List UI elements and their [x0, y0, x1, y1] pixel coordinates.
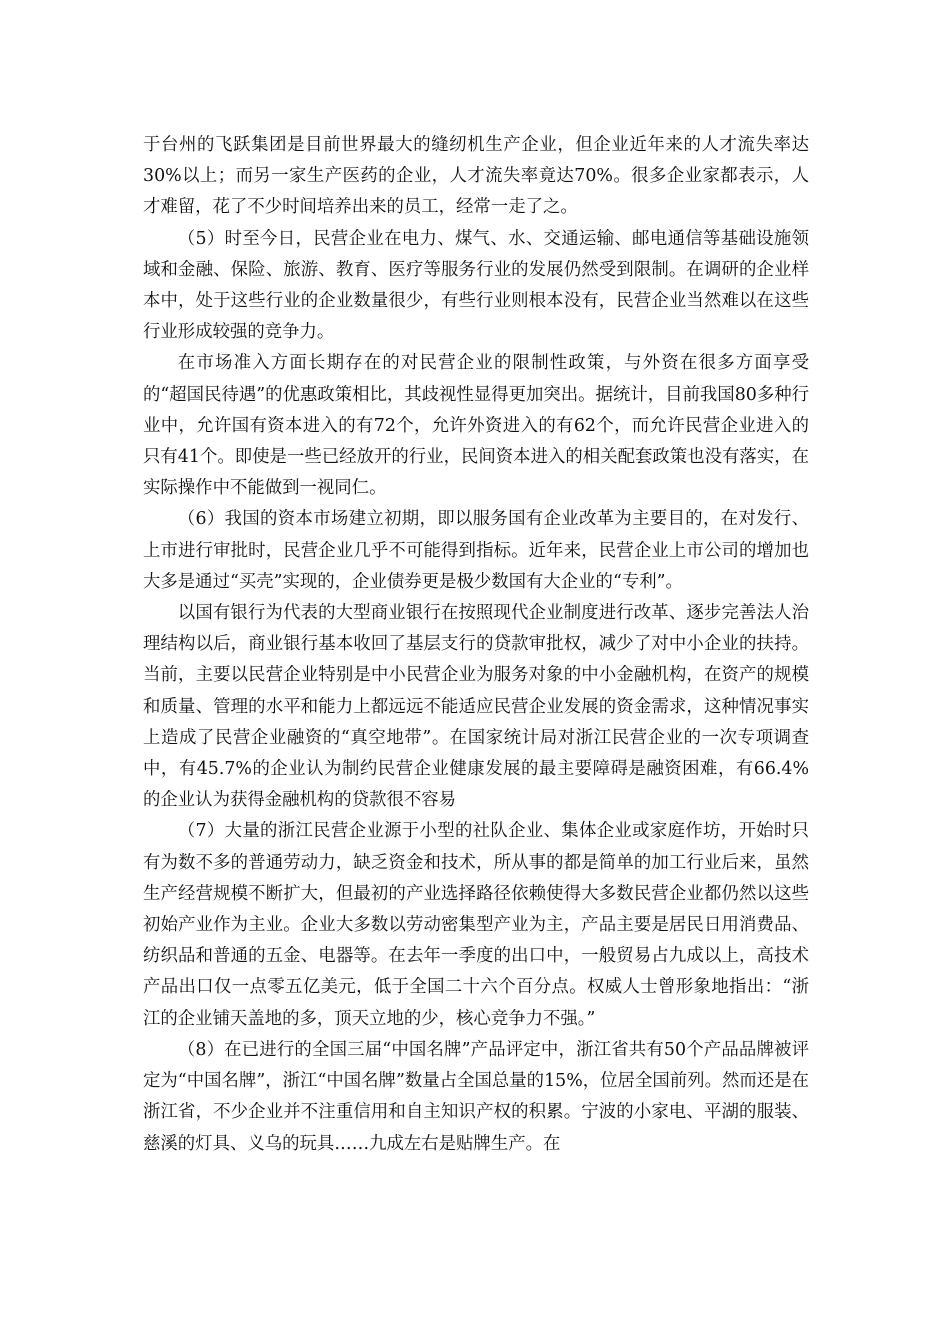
- paragraph-6-capital-market: （6）我国的资本市场建立初期，即以服务国有企业改革为主要目的，在对发行、上市进行审批时，民营企业几乎不可能得到指标。近年来，民营企业上市公司的增加也大多是通过“买壳”实现的，企业债券更是极少数国有大企业的“专利”。: [143, 509, 809, 592]
- document-page: [143, 130, 809, 1160]
- paragraph-7-industry-structure: （7）大量的浙江民营企业源于小型的社队企业、集体企业或家庭作坊，开始时只有为数不多的普通劳动力，缺乏资金和技术，所从事的都是简单的加工行业后来，虽然生产经营规模不断扩大，但最初的产业选择路径依赖使得大多数民营企业都仍然以这些初始产业作为主业。企业大多数以劳动密集型产业为主，产品主要是居民日用消费品、纺织品和普通的五金、电器等。在去年一季度的出口中，一般贸易占九成以上，高技术产品出口仅一点零五亿美元，低于全国二十六个百分点。权威人士曾形象地指出：“浙江的企业铺天盖地的多，顶天立地的少，核心竞争力不强。”: [143, 821, 809, 1029]
- paragraph-bank-financing: 以国有银行为代表的大型商业银行在按照现代企业制度进行改革、逐步完善法人治理结构以后，商业银行基本收回了基层支行的贷款审批权，减少了对中小企业的扶持。当前，主要以民营企业特别是中小民营企业为服务对象的中小金融机构，在资产的规模和质量、管理的水平和能力上都远远不能适应民营企业发展的资金需求，这种情况事实上造成了民营企业融资的“真空地带”。在国家统计局对浙江民营企业的一次专项调查中，有45.7%的企业认为制约民营企业健康发展的最主要障碍是融资困难，有66.4%的企业认为获得金融机构的贷款很不容易: [143, 603, 809, 811]
- paragraph-market-access: 在市场准入方面长期存在的对民营企业的限制性政策，与外资在很多方面享受的“超国民待遇”的优惠政策相比，其歧视性显得更加突出。据统计，目前我国80多种行业中，允许国有资本进入的有72个，允许外资进入的有62个，而允许民营企业进入的只有41个。即使是一些已经放开的行业，民间资本进入的相关配套政策也没有落实，在实际操作中不能做到一视同仁。: [143, 353, 809, 499]
- paragraph-talent-loss: 于台州的飞跃集团是目前世界最大的缝纫机生产企业，但企业近年来的人才流失率达30%以上；而另一家生产医药的企业，人才流失率竟达70%。很多企业家都表示，人才难留，花了不少时间培养出来的员工，经常一走了之。: [143, 135, 809, 218]
- paragraph-8-brands: （8）在已进行的全国三届“中国名牌”产品评定中，浙江省共有50个产品品牌被评定为“中国名牌”，浙江“中国名牌”数量占全国总量的15%，位居全国前列。然而还是在浙江省，不少企业并不注重信用和自主知识产权的积累。宁波的小家电、平湖的服装、慈溪的灯具、义乌的玩具……九成左右是贴牌生产。在: [143, 1039, 809, 1154]
- paragraph-5-industry-restrictions: （5）时至今日，民营企业在电力、煤气、水、交通运输、邮电通信等基础设施领域和金融、保险、旅游、教育、医疗等服务行业的发展仍然受到限制。在调研的企业样本中，处于这些行业的企业数量很少，有些行业则根本没有，民营企业当然难以在这些行业形成较强的竞争力。: [143, 228, 809, 343]
